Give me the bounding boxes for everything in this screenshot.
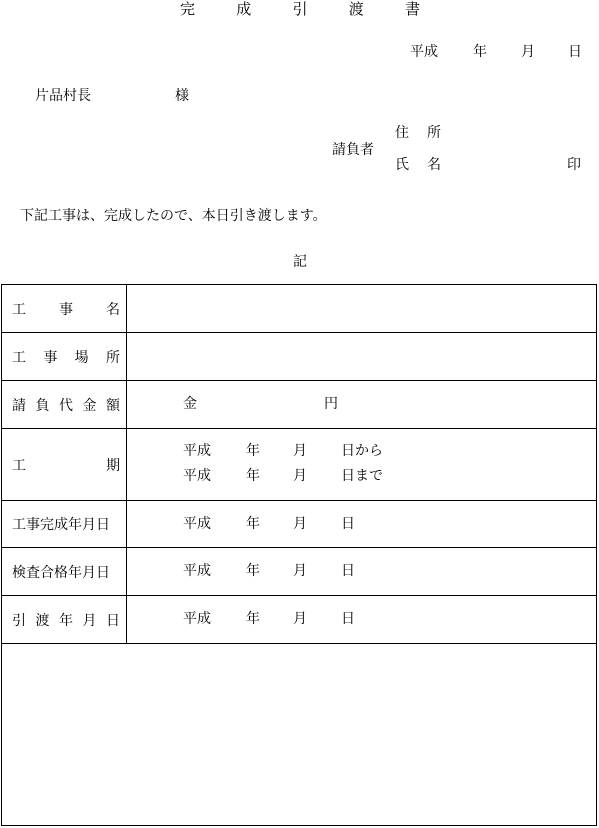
label-char: 場: [74, 349, 89, 366]
work-location-value[interactable]: [127, 333, 597, 381]
label-char: 渡: [35, 612, 50, 629]
delivery-date-label: [2, 596, 127, 644]
address-label-char: 住: [395, 125, 409, 141]
label-char: 期: [106, 457, 120, 474]
inspection-date-value[interactable]: [127, 548, 597, 596]
completion-era: 平成: [183, 516, 211, 532]
address-label: [395, 126, 441, 140]
inspection-month: 月: [293, 563, 307, 579]
amount-prefix: 金: [183, 396, 197, 412]
delivery-year: 年: [246, 611, 260, 627]
row-period: [2, 429, 597, 501]
label-char: 事: [59, 301, 73, 318]
title-char: 渡: [348, 0, 364, 18]
label-char: 日: [106, 612, 120, 629]
seal-mark: 印: [567, 157, 581, 173]
period-to-month: 月: [293, 468, 307, 484]
delivery-date-value[interactable]: [127, 596, 597, 644]
title-char: 引: [292, 0, 308, 18]
period-to-year: 年: [246, 468, 260, 484]
work-name-value[interactable]: [127, 285, 597, 333]
period-label: [2, 429, 127, 501]
label-char: 年: [59, 612, 73, 629]
row-inspection-date: [2, 548, 597, 596]
name-label-char: 名: [427, 157, 441, 173]
completion-date-label: [2, 501, 127, 548]
row-work-name: [2, 285, 597, 333]
label-char: 請: [12, 397, 26, 414]
row-contract-amount: [2, 381, 597, 429]
title-char: 書: [404, 0, 420, 18]
contractor-label: 請負者: [332, 142, 374, 158]
row-completion-date: [2, 501, 597, 548]
label-char: 工: [12, 349, 26, 366]
label-char: 負: [35, 397, 50, 414]
label-char: 金: [82, 397, 97, 414]
label-char: 額: [106, 397, 120, 414]
completion-day: 日: [341, 516, 355, 532]
label-char: 事: [43, 349, 58, 366]
contract-amount-label: [2, 381, 127, 429]
completion-year: 年: [246, 516, 260, 532]
title-char: 完: [180, 0, 196, 18]
label-text: 検査合格年月日: [12, 564, 110, 581]
label-text: 工事完成年月日: [12, 517, 110, 533]
addressee-name: 片品村長: [35, 88, 91, 104]
document-title: [180, 2, 420, 17]
period-from-month: 月: [293, 443, 307, 459]
period-from-day: 日から: [341, 443, 383, 459]
label-char: 所: [105, 349, 120, 366]
name-label-char: 氏: [395, 157, 409, 173]
row-work-location: [2, 333, 597, 381]
label-char: 代: [59, 397, 73, 414]
addressee-honorific: 様: [175, 88, 189, 104]
work-location-label: [2, 333, 127, 381]
delivery-day: 日: [341, 611, 355, 627]
date-year: 年: [473, 44, 487, 60]
date-era: 平成: [410, 44, 438, 60]
period-from-era: 平成: [183, 443, 211, 459]
title-char: 成: [236, 0, 252, 18]
label-char: 工: [12, 301, 26, 318]
remarks-area[interactable]: [2, 644, 597, 826]
inspection-year: 年: [246, 563, 260, 579]
row-remarks: [2, 644, 597, 826]
name-label: [395, 158, 441, 172]
address-label-char: 所: [427, 125, 441, 141]
amount-suffix: 円: [324, 396, 338, 412]
period-value[interactable]: [127, 429, 597, 501]
work-name-label: [2, 285, 127, 333]
completion-month: 月: [293, 516, 307, 532]
delivery-month: 月: [293, 611, 307, 627]
period-to-day: 日まで: [341, 468, 383, 484]
inspection-day: 日: [341, 563, 355, 579]
ki-label: 記: [293, 254, 307, 270]
completion-date-value[interactable]: [127, 501, 597, 548]
label-char: 引: [12, 612, 26, 629]
label-char: 名: [106, 301, 120, 318]
delivery-era: 平成: [183, 611, 211, 627]
details-table: [1, 284, 597, 826]
label-char: 工: [12, 457, 26, 474]
row-delivery-date: [2, 596, 597, 644]
label-char: 月: [82, 612, 97, 629]
inspection-era: 平成: [183, 563, 211, 579]
date-day: 日: [568, 44, 582, 60]
date-month: 月: [521, 44, 535, 60]
period-to-era: 平成: [183, 468, 211, 484]
contract-amount-value[interactable]: [127, 381, 597, 429]
inspection-date-label: [2, 548, 127, 596]
period-from-year: 年: [246, 443, 260, 459]
statement: 下記工事は、完成したので、本日引き渡します。: [20, 208, 327, 224]
